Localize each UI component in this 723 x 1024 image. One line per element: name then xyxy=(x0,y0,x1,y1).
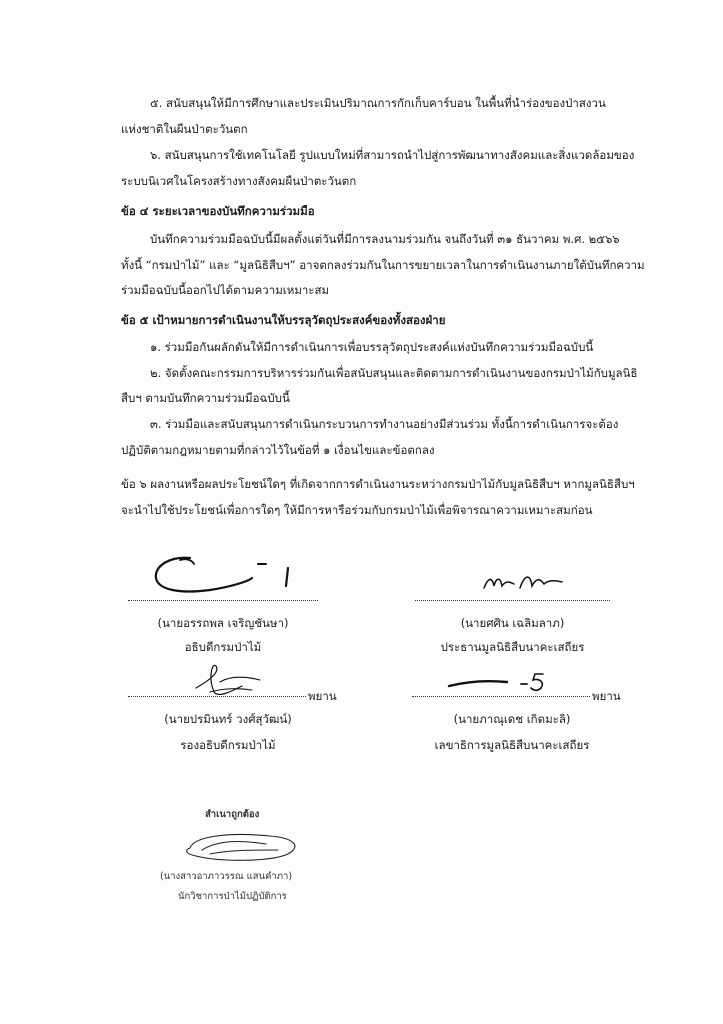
director-general-signature-line xyxy=(128,600,318,601)
certifier-name: (นางสาวอาภาวรรณ แสนคำภา) xyxy=(160,871,293,882)
deputy-director-title: รองอธิบดีกรมป่าไม้ xyxy=(180,738,276,752)
director-general-name: (นายอรรถพล เจริญชันษา) xyxy=(157,616,289,630)
foundation-chairman-signature-line xyxy=(415,600,610,601)
deputy-director-name: (นายปรมินทร์ วงศ์สุวัฒน์) xyxy=(164,712,292,726)
item5-continuation: แห่งชาติในผืนป่าตะวันตก xyxy=(121,122,248,136)
director-general-title: อธิบดีกรมป่าไม้ xyxy=(184,640,262,654)
foundation-chairman-name: (นายศศิน เฉลิมลาภ) xyxy=(460,616,565,630)
certified-copy-label: สำเนาถูกต้อง xyxy=(205,809,260,820)
certifier-signature xyxy=(170,826,310,866)
director-general-signature xyxy=(140,548,310,600)
foundation-secretary-signature xyxy=(445,670,555,694)
clause6-line1: ข้อ ๖ ผลงานหรือผลประโยชน์ใดๆ ที่เกิดจากการดำเนินงานระหว่างกรมป่าไม้กับมูลนิธิสืบฯ หากมูลนิธิสืบฯ xyxy=(121,477,635,491)
clause6-line2: จะนำไปใช้ประโยชน์เพื่อการใดๆ ให้มีการหารือร่วมกับกรมป่าไม้เพื่อพิจารณาความเหมาะสมก่อน xyxy=(121,503,593,517)
certifier-title: นักวิชาการป่าไม้ปฏิบัติการ xyxy=(178,891,287,902)
clause5-item3: ๓. ร่วมมือและสนับสนุนการดำเนินกระบวนการทำงานอย่างมีส่วนร่วม ทั้งนี้การดำเนินการจะต้อง xyxy=(150,417,619,431)
clause5-item2: ๒. จัดตั้งคณะกรรมการบริหารร่วมกันเพื่อสนับสนุนและติดตามการดำเนินงานของกรมป่าไม้กับมูลนิธิ xyxy=(150,366,638,380)
clause4-paragraph-line2: ทั้งนี้ “กรมป่าไม้” และ “มูลนิธิสืบฯ” อาจตกลงร่วมกันในการขยายเวลาในการดำเนินงานภายใต้บันทึกความ xyxy=(121,258,645,272)
deputy-director-signature-line xyxy=(128,696,306,697)
clause5-item3-continuation: ปฏิบัติตามกฎหมายตามที่กล่าวไว้ในข้อที่ ๑ เงื่อนไขและข้อตกลง xyxy=(121,443,435,457)
clause4-paragraph-line1: บันทึกความร่วมมือฉบับนี้มีผลตั้งแต่วันที่มีการลงนามร่วมกัน จนถึงวันที่ ๓๑ ธันวาคม พ.ศ. ๒๕๖๖ xyxy=(150,232,620,246)
foundation-secretary-signature-line xyxy=(412,696,590,697)
foundation-secretary-name: (นายภาณุเดช เกิดมะลิ) xyxy=(453,712,571,726)
left-witness-label: พยาน xyxy=(308,689,337,703)
item6-continuation: ระบบนิเวศในโครงสร้างทางสังคมผืนป่าตะวันตก xyxy=(121,174,357,188)
right-witness-label: พยาน xyxy=(592,689,621,703)
foundation-chairman-title: ประธานมูลนิธิสืบนาคะเสถียร xyxy=(440,640,585,654)
clause4-heading: ข้อ ๔ ระยะเวลาของบันทึกความร่วมมือ xyxy=(121,204,315,218)
clause5-item2-continuation: สืบฯ ตามบันทึกความร่วมมือฉบับนี้ xyxy=(121,391,290,405)
foundation-secretary-title: เลขาธิการมูลนิธิสืบนาคะเสถียร xyxy=(434,738,590,752)
clause5-item1: ๑. ร่วมมือกันผลักดันให้มีการดำเนินการเพื่อบรรลุวัตถุประสงค์แห่งบันทึกความร่วมมือฉบับนี้ xyxy=(150,340,594,354)
clause5-heading: ข้อ ๕ เป้าหมายการดำเนินงานให้บรรลุวัตถุประสงค์ของทั้งสองฝ่าย xyxy=(121,313,446,327)
item6-text: ๖. สนับสนุนการใช้เทคโนโลยี รูปแบบใหม่ที่สามารถนำไปสู่การพัฒนาทางสังคมและสิ่งแวดล้อมของ xyxy=(150,148,635,162)
item5-text: ๕. สนับสนุนให้มีการศึกษาและประเมินปริมาณการกักเก็บคาร์บอน ในพื้นที่นำร่องของป่าสงวน xyxy=(150,96,606,110)
foundation-chairman-signature xyxy=(480,568,570,596)
clause4-paragraph-line3: ร่วมมือฉบับนี้ออกไปได้ตามความเหมาะสม xyxy=(121,283,330,297)
